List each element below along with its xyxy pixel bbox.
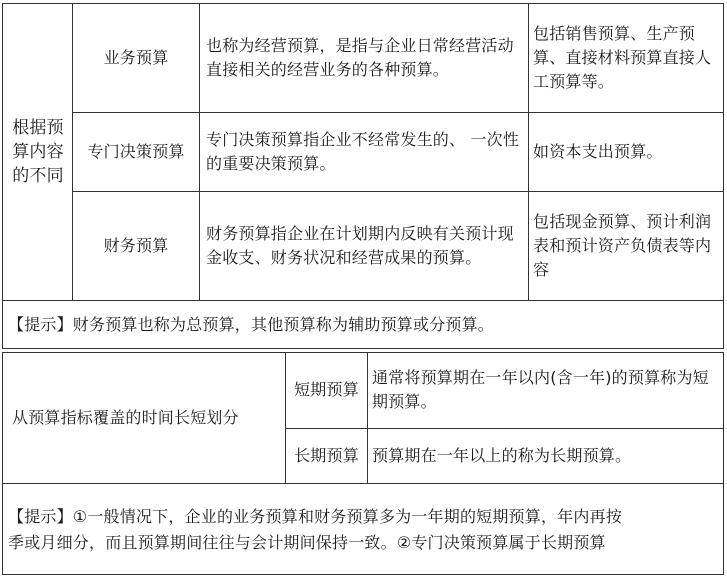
budget-name-business: 业务预算	[103, 47, 169, 67]
table2-group-label: 从预算指标覆盖的时间长短划分	[12, 407, 239, 427]
table2-divider-name	[367, 352, 368, 483]
budget-examples-business: 包括销售预算、生产预算、直接材料预算直接人工预算等。	[533, 23, 712, 91]
budget-desc-financial: 财务预算指企业在计划期内反映有关预计现金收支、财务状况和经营成果的预算。	[206, 223, 514, 267]
budget-desc-special: 专门决策预算指企业不经常发生的、 一次性的重要决策预算。	[206, 129, 520, 173]
budget-name-short-term: 短期预算	[294, 380, 359, 399]
table1-divider-desc	[528, 3, 529, 300]
table2-tip-line-2: 季或月细分，而且预算期间往往与会计期间保持一致。②专门决策预算属于长期预算	[8, 533, 606, 552]
budget-examples-special: 如资本支出预算。	[533, 141, 663, 161]
table1-group-label: 根据预算内容的不同	[12, 118, 64, 186]
table1-tip: 【提示】财务预算也称为总预算，其他预算称为辅助预算或分预算。	[8, 314, 495, 334]
table2-tip-line-1: 【提示】①一般情况下，企业的业务预算和财务预算多为一年期的短期预算，年内再按	[8, 507, 622, 526]
budget-desc-business: 也称为经营预算，是指与企业日常经营活动直接相关的经营业务的各种预算。	[206, 35, 514, 79]
budget-name-special: 专门决策预算	[87, 141, 185, 161]
table2-tip-divider	[2, 483, 724, 484]
budget-name-financial: 财务预算	[103, 235, 169, 255]
budget-desc-short-term: 通常将预算期在一年以内(含一年)的预算称为短期预算。	[372, 368, 709, 411]
budget-desc-long-term: 预算期在一年以上的称为长期预算。	[372, 445, 632, 465]
budget-examples-financial: 包括现金预算、预计利润表和预计资产负债表等内容	[533, 211, 712, 279]
table1-divider-name	[199, 3, 200, 300]
budget-name-long-term: 长期预算	[294, 445, 359, 465]
